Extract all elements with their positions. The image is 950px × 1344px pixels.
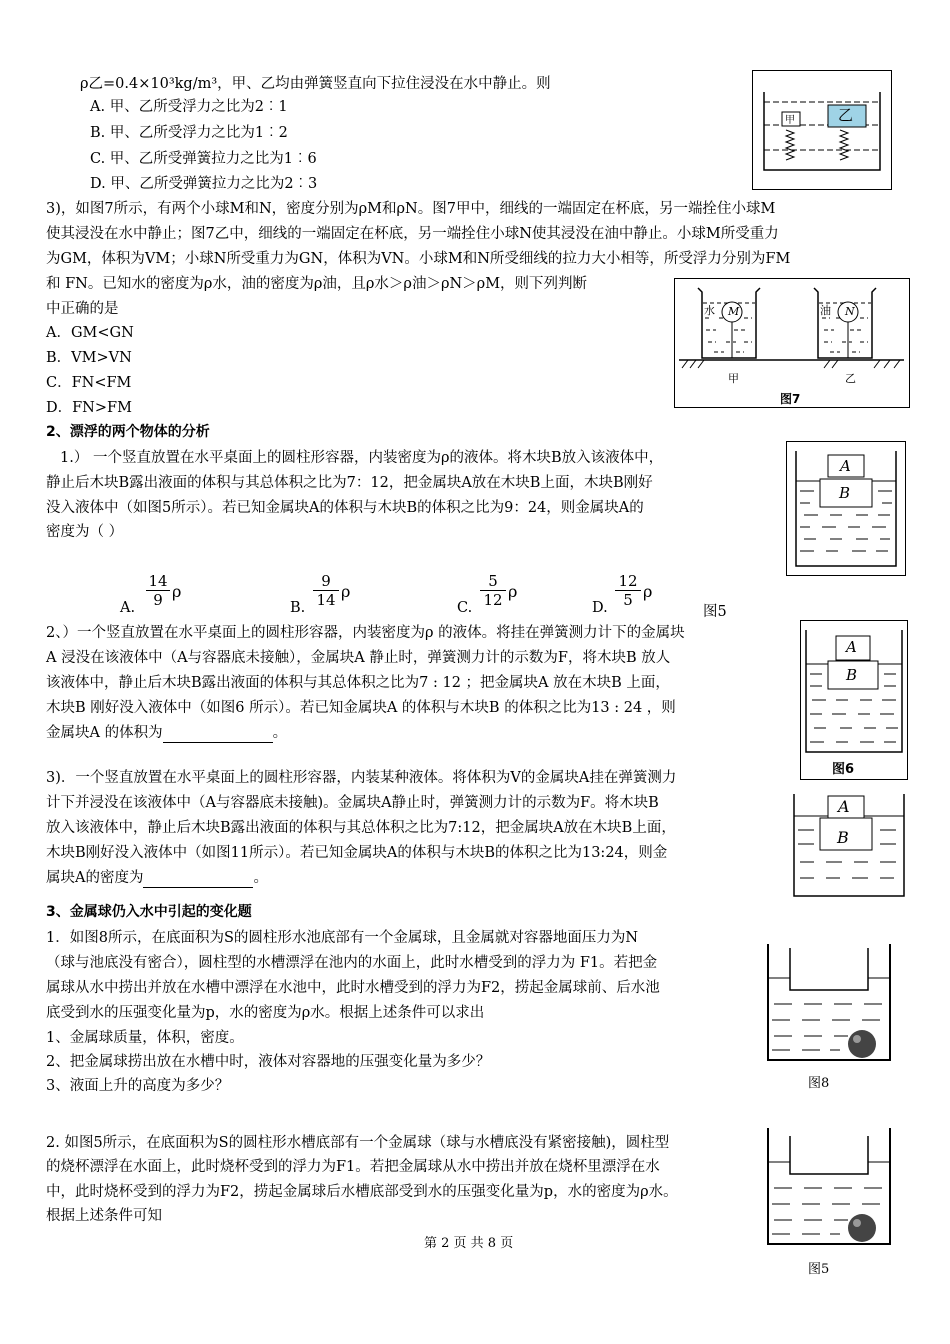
choice-d-rho: ρ — [643, 582, 653, 601]
q3-opt-d: D．FN>FM — [46, 400, 132, 416]
sec3-p1-line1: 1．如图8所示，在底面积为S的圆柱形水池底部有一个金属球，且金属就对容器地面压力为N — [46, 930, 639, 946]
sec2-p1-line3: 没入液体中（如图5所示）。若已知金属块A的体积与木块B的体积之比为9：24，则金属块A的 — [46, 500, 644, 516]
sec2-p2-line1: 2、）一个竖直放置在水平桌面上的圆柱形容器，内装密度为ρ 的液体。将挂在弹簧测力计下的金属块 — [46, 625, 685, 641]
q3-line-5: 中正确的是 — [46, 301, 119, 317]
sec2-p3-line2: 计下并浸没在该液体中（A与容器底未接触)。金属块A静止时，弹簧测力计的示数为F。将木块B — [46, 795, 659, 811]
choice-a-rho: ρ — [172, 582, 182, 601]
sec2-p1-line2: 静止后木块B露出液面的体积与其总体积之比为7：12，把金属块A放在木块B上面，木块B刚好 — [46, 475, 653, 491]
choice-c-rho: ρ — [508, 582, 518, 601]
q1-line0: ρ乙=0.4×10³kg/m³，甲、乙均由弹簧竖直向下拉住浸没在水中静止。则 — [80, 76, 551, 92]
q3-opt-a: A．GM<GN — [46, 325, 134, 341]
choice-c-den: 12 — [483, 591, 503, 609]
sec2-p2-line2: A 浸没在该液体中（A与容器底未接触），金属块A 静止时，弹簧测力计的示数为F，将木块B 放人 — [46, 650, 671, 666]
fig-jia-label: 甲 — [785, 115, 795, 126]
sec3-item-3: 3、液面上升的高度为多少？ — [46, 1078, 230, 1094]
sec3-item-1: 1、金属球质量，体积，密度。 — [46, 1030, 244, 1046]
fig11-block-b: B — [837, 828, 849, 847]
sec3-p2-line4: 根据上述条件可知 — [46, 1208, 162, 1224]
sec3-p1-line4: 底受到水的压强变化量为p，水的密度为ρ水。根据上述条件可以求出 — [46, 1005, 485, 1021]
sec3-item-2: 2、把金属球捞出放在水槽中时，液体对容器地的压强变化量为多少？ — [46, 1054, 491, 1070]
fig5a-caption: 图5 — [703, 604, 727, 620]
choice-d-label: D. — [592, 600, 608, 616]
fig6-block-a: A — [846, 638, 857, 656]
q3-line-2: 使其浸没在水中静止；图7乙中，细线的一端固定在杯底，另一端拴住小球N使其浸没在油中静止。小球M所受重力 — [46, 226, 779, 242]
sec2-p2-line5 — [46, 723, 287, 743]
figure-7 — [674, 278, 910, 408]
fig7-ball-n: N — [845, 305, 855, 318]
sec2-p3-line3: 放入该液体中，静止后木块B露出液面的体积与其总体积之比为7:12，把金属块A放在木块B上面， — [46, 820, 676, 836]
fig7-ball-m: M — [728, 305, 740, 318]
choice-c-fraction — [480, 572, 506, 609]
q3-line-1: 3)，如图7所示，有两个小球M和N，密度分别为ρM和ρN。图7甲中，细线的一端固定在杯底，另一端拴住小球M — [46, 201, 776, 217]
figure-spring-tank — [752, 70, 892, 190]
fig5b-caption: 图5 — [808, 1262, 830, 1277]
sec2-p2-end: 。 — [272, 725, 288, 741]
fig6-block-b: B — [846, 666, 858, 684]
q1-opt-d: D. 甲、乙所受弹簧拉力之比为2︰3 — [90, 176, 318, 192]
fig7-jia: 甲 — [728, 372, 739, 385]
fig5a-block-a: A — [840, 457, 851, 475]
choice-a-fraction — [146, 572, 170, 609]
sec2-p3-end: 。 — [253, 870, 268, 886]
q1-opt-a: A. 甲、乙所受浮力之比为2︰1 — [90, 99, 288, 115]
sec3-p2-line2: 的烧杯漂浮在水面上，此时烧杯受到的浮力为F1。若把金属球从水中捞出并放在烧杯里漂浮在水 — [46, 1159, 660, 1175]
choice-a-num: 14 — [146, 572, 170, 591]
q3-opt-b: B．VM>VN — [46, 350, 132, 366]
choice-d-num: 12 — [615, 572, 641, 591]
sec2-p3-line1: 3)．一个竖直放置在水平桌面上的圆柱形容器，内装某种液体。将体积为V的金属块A挂在弹簧测力 — [46, 770, 677, 786]
fig7-caption: 图7 — [780, 392, 801, 406]
fig8-caption: 图8 — [808, 1076, 830, 1091]
choice-b-fraction — [313, 572, 339, 609]
choice-c-num: 5 — [480, 572, 506, 591]
choice-a-den: 9 — [153, 591, 163, 609]
figure-8 — [764, 940, 894, 1064]
q3-line-4: 和 FN。已知水的密度为ρ水，油的密度为ρ油，且ρ水＞ρ油＞ρN＞ρM，则下列判断 — [46, 276, 588, 292]
q1-opt-c: C. 甲、乙所受弹簧拉力之比为1︰6 — [90, 151, 317, 167]
choice-a-label: A. — [120, 600, 136, 616]
fig7-yi: 乙 — [845, 372, 856, 385]
sec2-p2-line4: 木块B 刚好没入液体中（如图6 所示）。若已知金属块A 的体积与木块B 的体积之比为13 : 24 ，则 — [46, 700, 676, 716]
sec2-title: 2、漂浮的两个物体的分析 — [46, 424, 210, 440]
page-footer: 第 2 页 共 8 页 — [424, 1236, 514, 1251]
choice-b-label: B. — [290, 600, 306, 616]
fig6-caption: 图6 — [832, 762, 855, 777]
sec2-p3-line5 — [46, 868, 268, 888]
sec3-title: 3、金属球仍入水中引起的变化题 — [46, 904, 252, 920]
choice-c-label: C. — [457, 600, 473, 616]
sec3-p1-line3: 属球从水中捞出并放在水槽中漂浮在水池中，此时水槽受到的浮力为F2，捞起金属球前、后水池 — [46, 980, 660, 996]
choice-b-den: 14 — [316, 591, 336, 609]
answer-blank-volume[interactable] — [163, 728, 273, 743]
fig7-water-label: 水 — [704, 304, 715, 317]
q3-line-3: 为GM，体积为VM；小球N所受重力为GN，体积为VN。小球M和N所受细线的拉力大小相等，所受浮力分别为FM — [46, 251, 791, 267]
sec2-p1-line1: 1.） 一个竖直放置在水平桌面上的圆柱形容器，内装密度为ρ的液体。将木块B放入该液体中， — [60, 450, 664, 466]
sec3-p1-line2: （球与池底没有密合），圆柱型的水槽漂浮在池内的水面上，此时水槽受到的浮力为 F1。若把金 — [46, 955, 658, 971]
choice-d-den: 5 — [623, 591, 633, 609]
fig11-block-a: A — [838, 797, 850, 816]
figure-5b — [764, 1124, 894, 1248]
sec2-p3-line5-text: 属块A的密度为 — [46, 870, 144, 886]
choice-b-rho: ρ — [341, 582, 351, 601]
sec2-p1-line4: 密度为（ ） — [46, 524, 124, 540]
sec3-p2-line3: 中，此时烧杯受到的浮力为F2，捞起金属球后水槽底部受到水的压强变化量为p，水的密度为ρ水。 — [46, 1184, 678, 1200]
sec2-p2-line3: 该液体中，静止后木块B露出液面的体积与其总体积之比为7 : 12 ；把金属块A 放在木块B 上面， — [46, 675, 670, 691]
fig5a-block-b: B — [839, 484, 851, 502]
q3-opt-c: C．FN<FM — [46, 375, 132, 391]
choice-b-num: 9 — [313, 572, 339, 591]
sec2-p2-line5-text: 金属块A 的体积为 — [46, 725, 163, 741]
fig7-oil-label: 油 — [820, 304, 831, 317]
choice-d-fraction — [615, 572, 641, 609]
sec2-p3-line4: 木块B刚好没入液体中（如图11所示）。若已知金属块A的体积与木块B的体积之比为13:24，则金 — [46, 845, 668, 861]
sec3-p2-line1: 2. 如图5所示，在底面积为S的圆柱形水槽底部有一个金属球（球与水槽底没有紧密接触)，圆柱型 — [46, 1135, 670, 1151]
fig-yi-label: 乙 — [838, 106, 854, 124]
answer-blank-density[interactable] — [143, 873, 253, 888]
q1-opt-b: B. 甲、乙所受浮力之比为1︰2 — [90, 125, 288, 141]
